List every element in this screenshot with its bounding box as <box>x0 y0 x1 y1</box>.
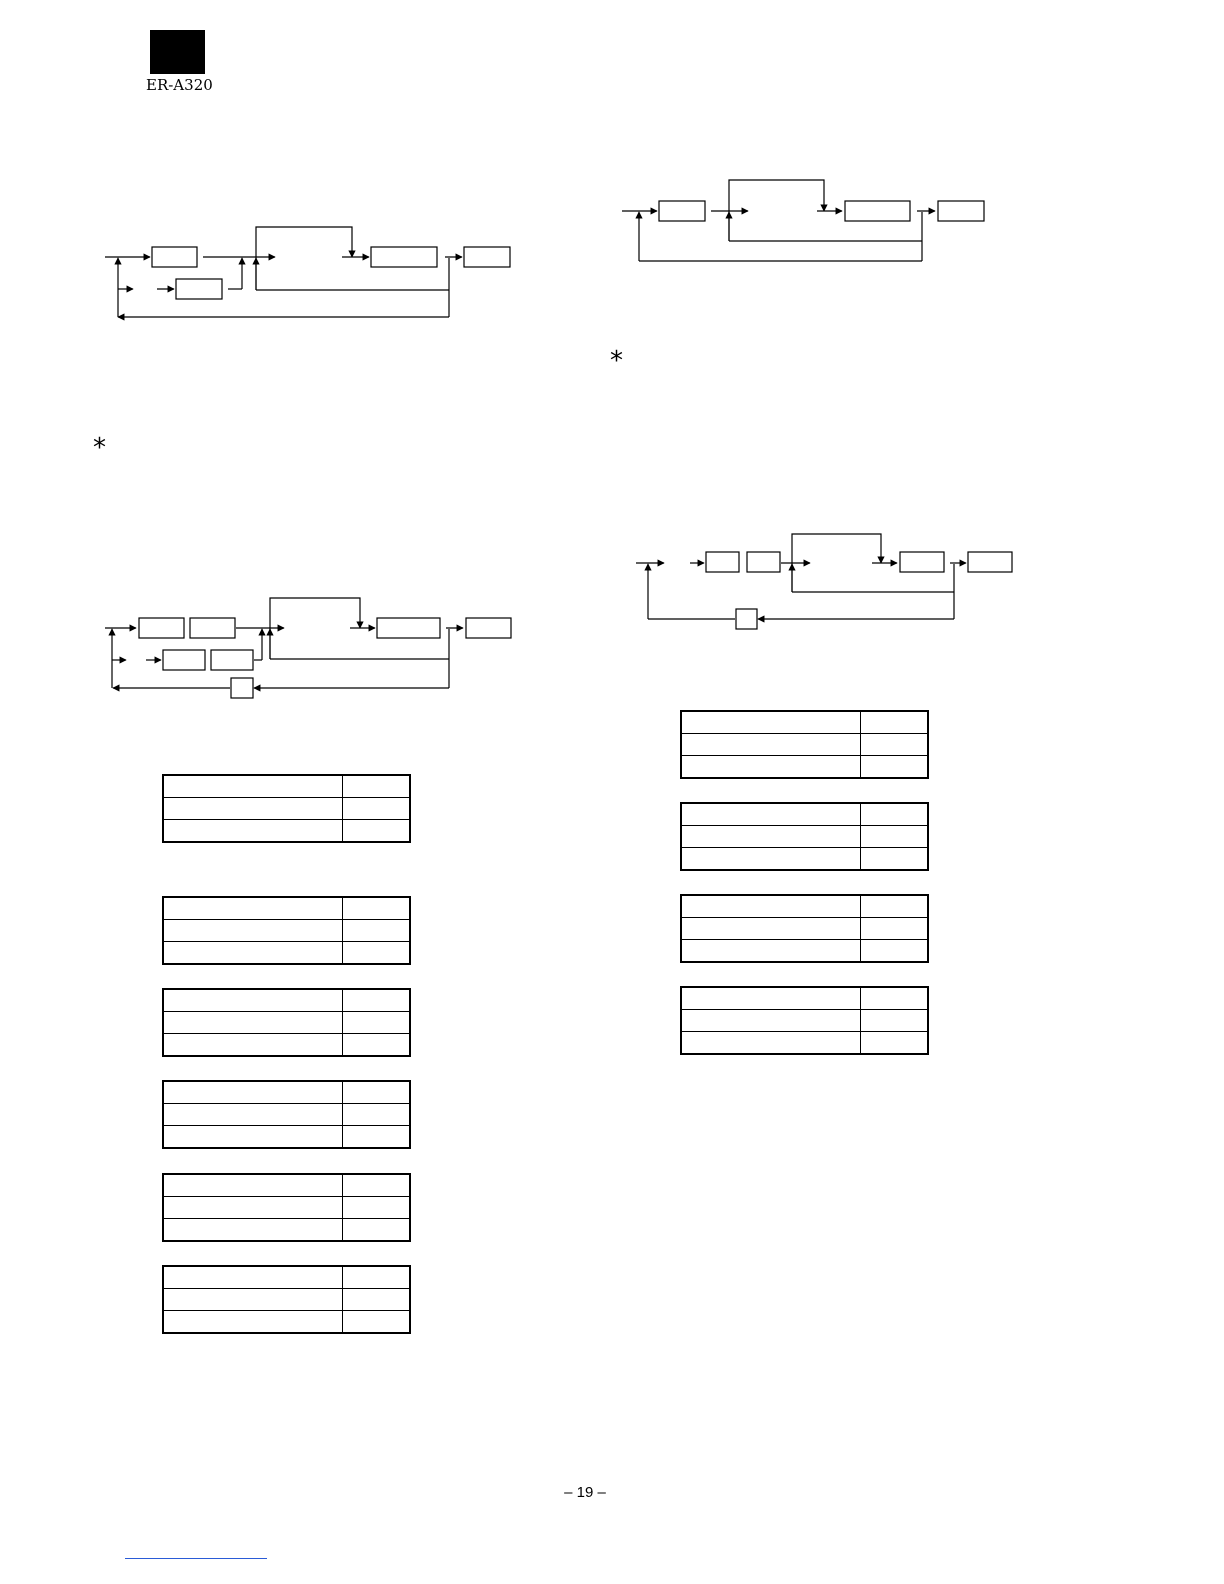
diagram-2 <box>622 180 984 261</box>
table-right-2 <box>680 802 929 871</box>
diagram-1 <box>105 227 510 317</box>
table-left-4 <box>162 1080 411 1149</box>
diagram-4 <box>636 534 1012 629</box>
table-left-6 <box>162 1265 411 1334</box>
table-left-1 <box>162 774 411 843</box>
table-left-5 <box>162 1173 411 1242</box>
table-left-2 <box>162 896 411 965</box>
asterisk-note-left: * <box>93 433 106 463</box>
footer-link-underline[interactable] <box>125 1558 267 1559</box>
table-left-3 <box>162 988 411 1057</box>
model-label: ER-A320 <box>146 76 213 94</box>
asterisk-note-right: * <box>610 346 623 376</box>
table-right-4 <box>680 986 929 1055</box>
diagram-3 <box>105 598 511 698</box>
page-number: – 19 – <box>564 1484 606 1501</box>
table-right-3 <box>680 894 929 963</box>
table-right-1 <box>680 710 929 779</box>
